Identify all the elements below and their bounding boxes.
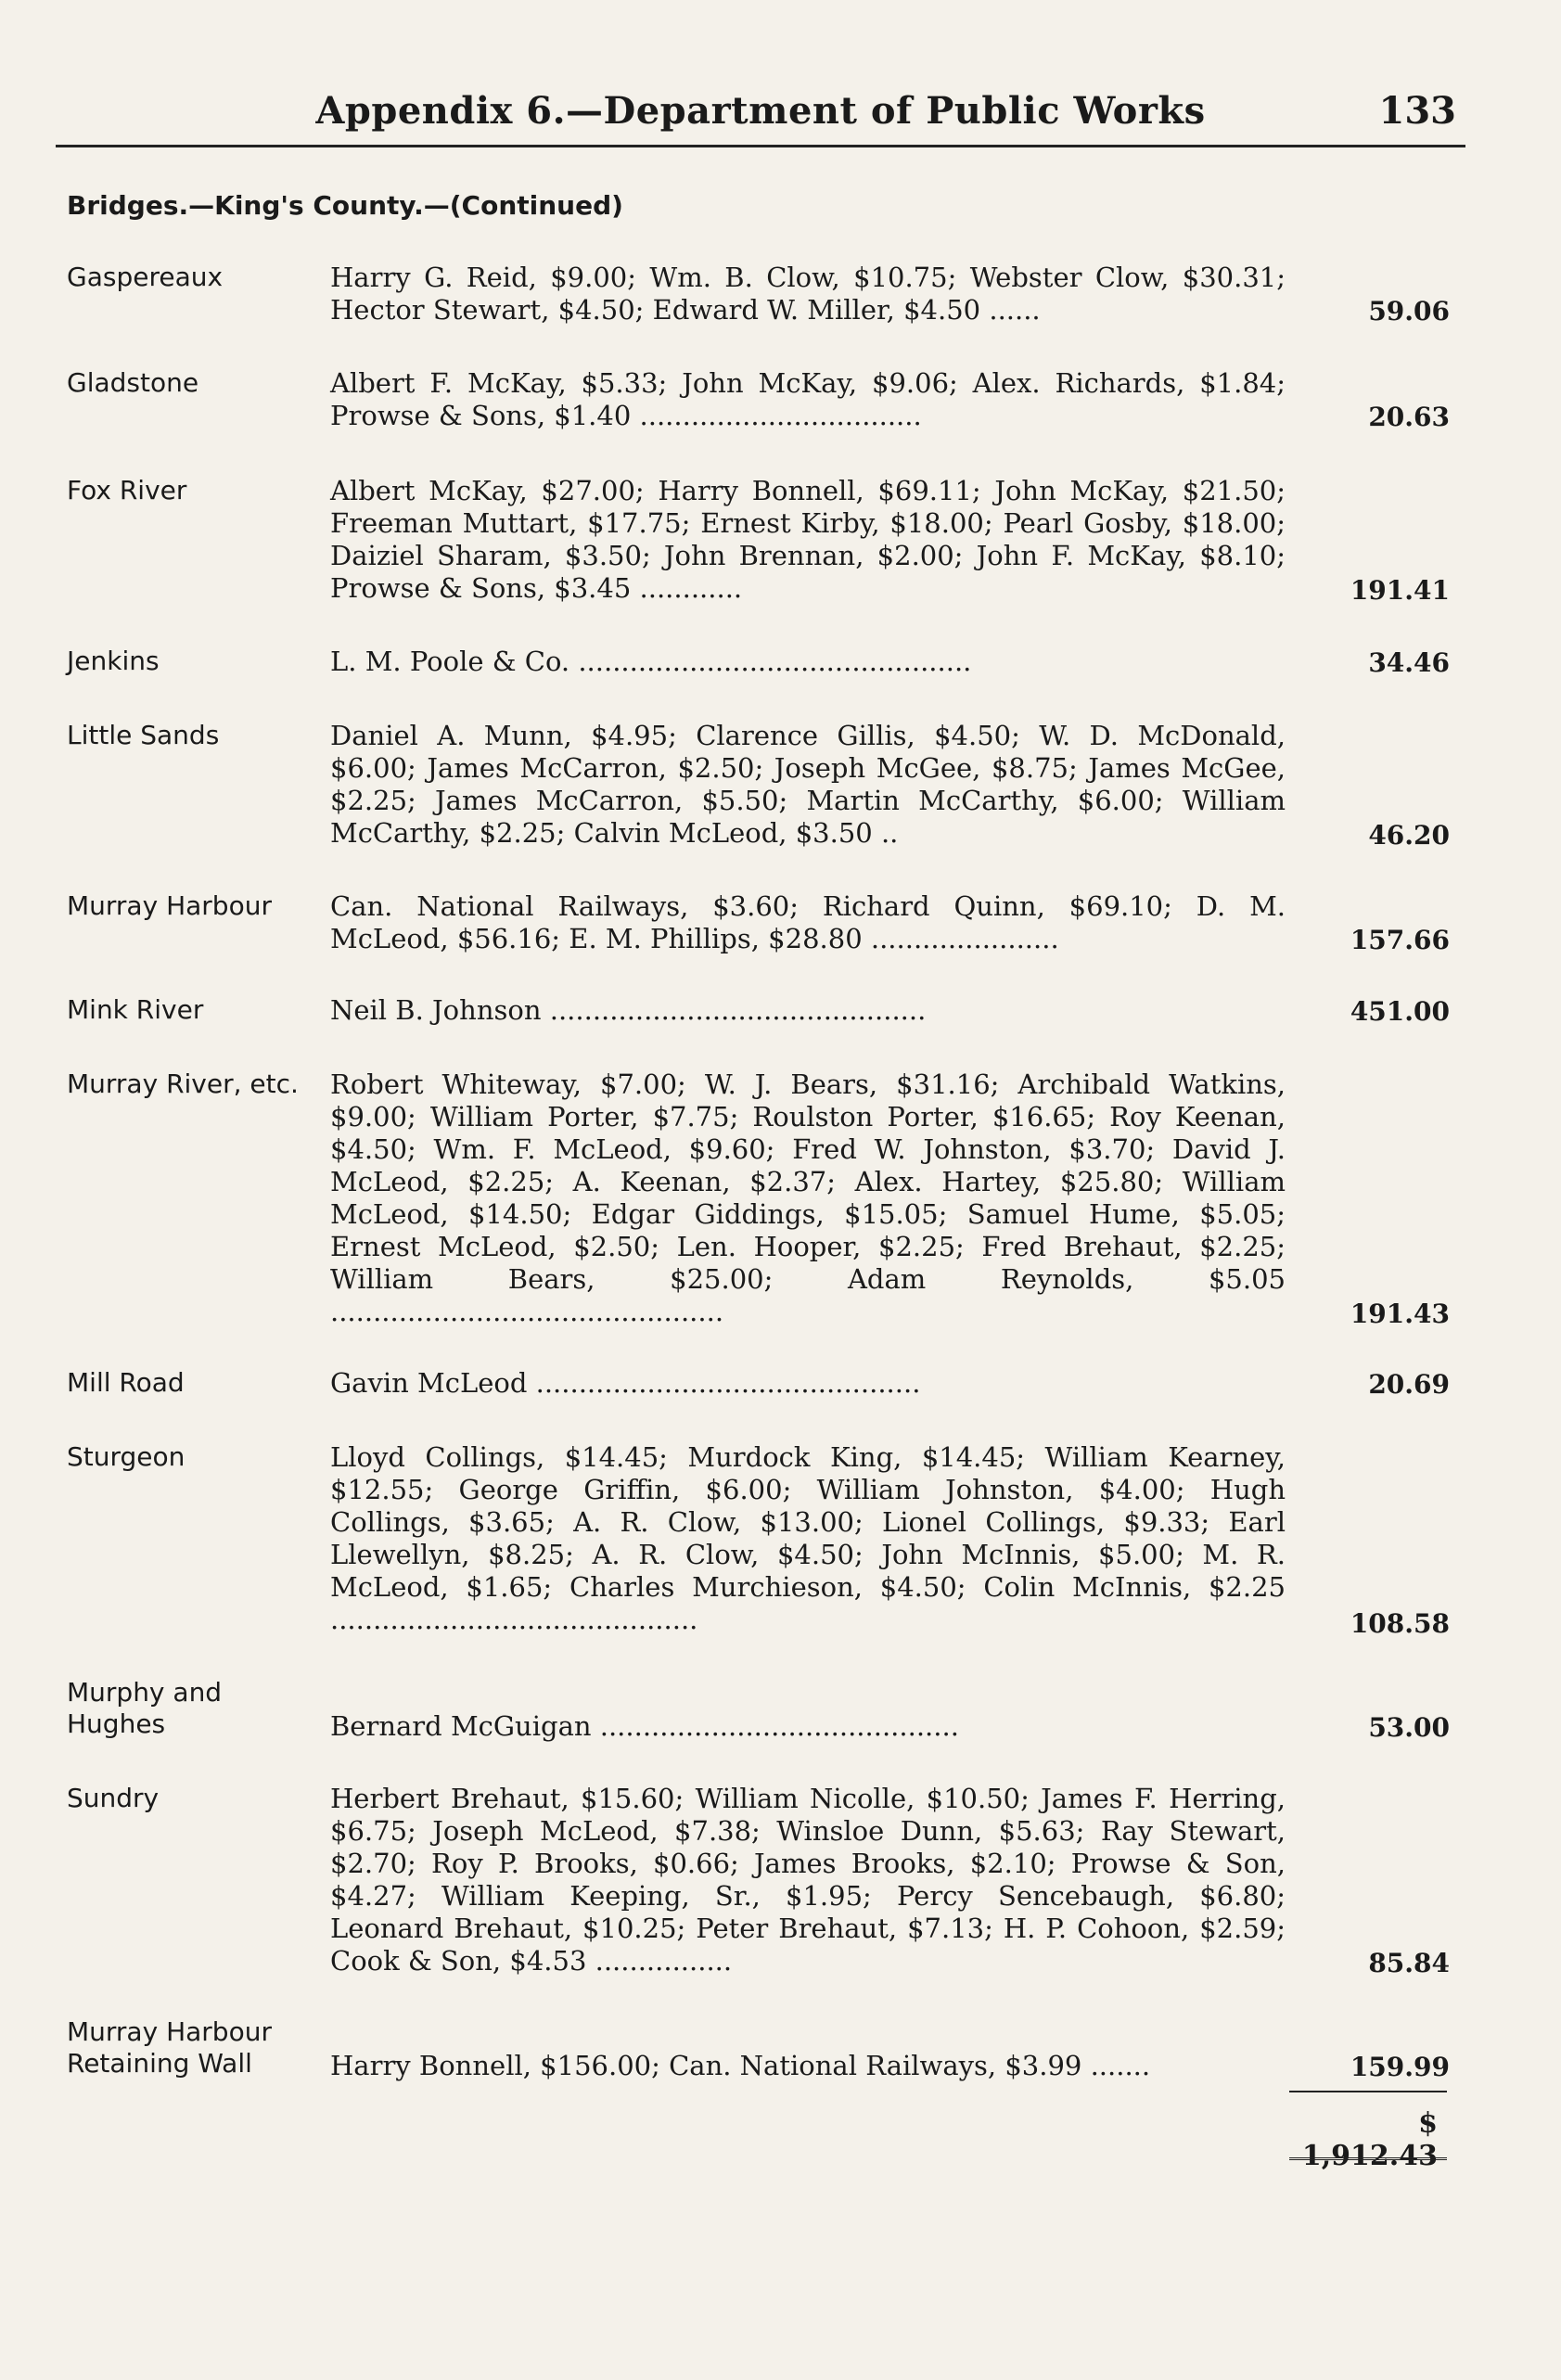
entry-place: Fox River	[67, 475, 187, 505]
entry-description: Robert Whiteway, $7.00; W. J. Bears, $31.16; Archibald Watkins, $9.00; William Porter, $7.75; Roulston Porter, $16.65; Roy Keenan, $4.50; Wm. F. McLeod, $9.60; Fred W. Johnston, $3.70; David J. McLeod, $2.25; A. Keenan, $2.37; Alex. Hartey, $25.80; William McLeod, $14.50; Edgar Giddings, $15.05; Samuel Hume, $5.05; Ernest McLeod, $2.50; Len. Hooper, $2.25; Fred Brehaut, $2.25; William Bears, $25.00; Adam Reynolds, $5.05 ..............................................	[330, 1068, 1286, 1327]
entry-place: Gladstone	[67, 367, 199, 398]
entry-place: Murray River, etc.	[67, 1068, 299, 1099]
entry-place: Murray Harbour Retaining Wall	[67, 2016, 272, 2079]
entry-description: Albert McKay, $27.00; Harry Bonnell, $69.11; John McKay, $21.50; Freeman Muttart, $17.75; Ernest Kirby, $18.00; Pearl Gosby, $18.00; Daiziel Sharam, $3.50; John Brennan, $2.00; John F. McKay, $8.10; Prowse & Sons, $3.45 ............	[330, 475, 1286, 604]
entry-amount: 46.20	[1368, 820, 1450, 851]
entry-amount: 20.69	[1368, 1369, 1450, 1400]
entry-amount: 108.58	[1350, 1608, 1450, 1639]
entry-place: Gaspereaux	[67, 262, 224, 292]
entry-amount: 159.99	[1350, 2052, 1450, 2082]
entry-place: Sturgeon	[67, 1441, 186, 1472]
entry-place: Murphy and Hughes	[67, 1677, 223, 1739]
entry-place: Murray Harbour	[67, 890, 272, 921]
grand-total: $ 1,912.43	[1301, 2107, 1438, 2172]
entry-amount: 191.43	[1350, 1299, 1450, 1329]
entry-description: Gavin McLeod .............................................	[330, 1367, 921, 1399]
entry-amount: 53.00	[1368, 1712, 1450, 1743]
entry-amount: 85.84	[1368, 1948, 1450, 1978]
entry-place: Jenkins	[67, 646, 160, 676]
page-header	[56, 89, 1465, 147]
entry-amount: 20.63	[1368, 402, 1450, 432]
entry-description: Harry Bonnell, $156.00; Can. National Railways, $3.99 .......	[330, 2050, 1151, 2081]
entry-description: L. M. Poole & Co. ..............................................	[330, 646, 972, 677]
page-title: Appendix 6.—Department of Public Works	[315, 89, 1206, 133]
entry-description: Herbert Brehaut, $15.60; William Nicolle, $10.50; James F. Herring, $6.75; Joseph McLeod, $7.38; Winsloe Dunn, $5.63; Ray Stewart, $2.70; Roy P. Brooks, $0.66; James Brooks, $2.10; Prowse & Son, $4.27; William Keeping, Sr., $1.95; Percy Sencebaugh, $6.80; Leonard Brehaut, $10.25; Peter Brehaut, $7.13; H. P. Cohoon, $2.59; Cook & Son, $4.53 ................	[330, 1783, 1286, 1977]
entry-description: Neil B. Johnson ............................................	[330, 994, 927, 1026]
entry-description: Can. National Railways, $3.60; Richard Quinn, $69.10; D. M. McLeod, $56.16; E. M. Phillips, $28.80 ......................	[330, 890, 1286, 954]
entry-place: Mill Road	[67, 1367, 185, 1398]
entry-amount: 451.00	[1350, 996, 1450, 1027]
entry-amount: 157.66	[1350, 925, 1450, 955]
total-rule-top	[1289, 2091, 1447, 2092]
entry-description: Albert F. McKay, $5.33; John McKay, $9.06; Alex. Richards, $1.84; Prowse & Sons, $1.40 .................................	[330, 367, 1286, 431]
entry-amount: 59.06	[1368, 296, 1450, 326]
entry-description: Lloyd Collings, $14.45; Murdock King, $14.45; William Kearney, $12.55; George Griffin, $6.00; William Johnston, $4.00; Hugh Collings, $3.65; A. R. Clow, $13.00; Lionel Collings, $9.33; Earl Llewellyn, $8.25; A. R. Clow, $4.50; John McInnis, $5.00; M. R. McLeod, $1.65; Charles Murchieson, $4.50; Colin McInnis, $2.25 ...........................................	[330, 1441, 1286, 1635]
total-rule-bottom	[1289, 2157, 1447, 2160]
entry-description: Daniel A. Munn, $4.95; Clarence Gillis, $4.50; W. D. McDonald, $6.00; James McCarron, $2.50; Joseph McGee, $8.75; James McGee, $2.25; James McCarron, $5.50; Martin McCarthy, $6.00; William McCarthy, $2.25; Calvin McLeod, $3.50 ..	[330, 720, 1286, 849]
entry-place: Little Sands	[67, 720, 220, 750]
entry-description: Harry G. Reid, $9.00; Wm. B. Clow, $10.75; Webster Clow, $30.31; Hector Stewart, $4.50; Edward W. Miller, $4.50 ......	[330, 262, 1286, 326]
section-title: Bridges.—King's County.—(Continued)	[67, 190, 623, 221]
entry-amount: 191.41	[1350, 575, 1450, 606]
entry-place: Sundry	[67, 1783, 160, 1813]
entry-description: Bernard McGuigan ..........................................	[330, 1710, 959, 1742]
entry-place: Mink River	[67, 994, 204, 1025]
page-number: 133	[1378, 89, 1456, 133]
entry-amount: 34.46	[1368, 647, 1450, 678]
